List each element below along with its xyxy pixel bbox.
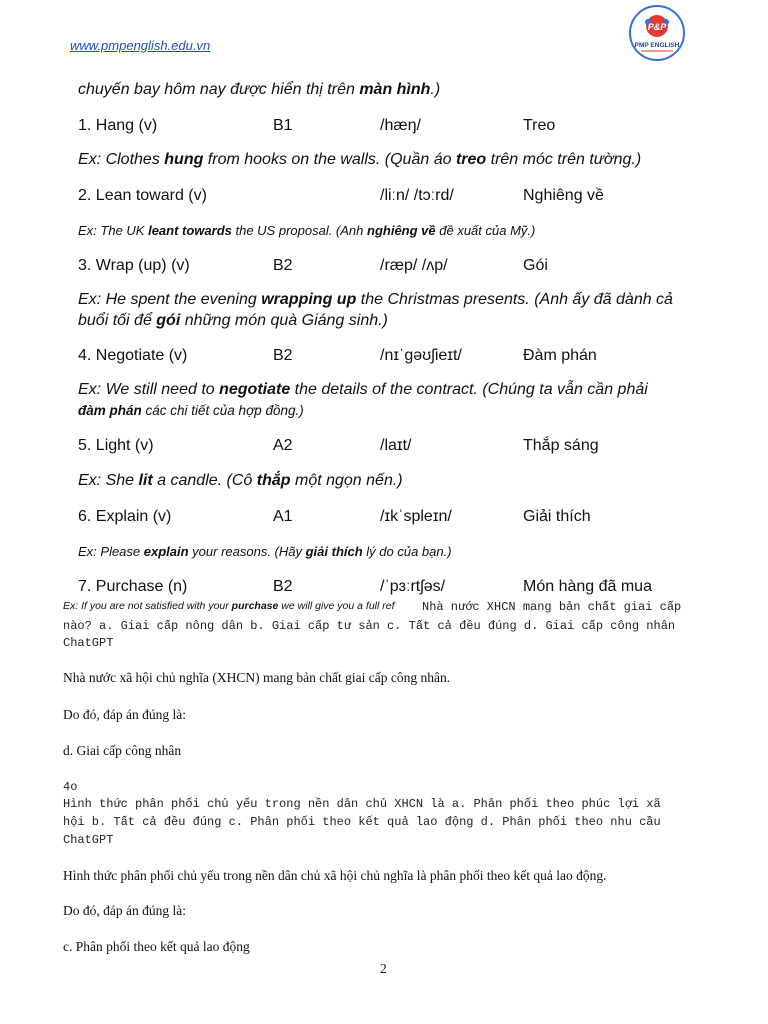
vocab-word: 1. Hang (v)	[78, 117, 158, 134]
vocab-level: B1	[273, 117, 293, 134]
vocab-ipa: /nɪˈɡəʊʃieɪt/	[380, 347, 462, 364]
vocab-example: Ex: Clothes hung from hooks on the walls. (Quần áo treo trên móc trên tường.)	[78, 151, 642, 168]
vocab-example: Ex: He spent the evening wrapping up the Christmas presents. (Anh ấy đã dành cả	[78, 291, 673, 308]
question-1-line-2: nào? a. Giai cấp nông dân b. Giai cấp tư sản c. Tất cả đều đúng d. Giai cấp công nhân	[63, 619, 676, 633]
vocab-ipa: /ræp/ /ʌp/	[380, 257, 448, 274]
vocab-ipa: /laɪt/	[380, 437, 412, 454]
vocab-meaning: Đàm phán	[523, 347, 597, 364]
model-label: 4o	[63, 780, 78, 794]
question-2-line-1: Hình thức phân phối chủ yếu trong nền dân chủ XHCN là a. Phân phối theo phúc lợi xã	[63, 797, 661, 811]
vocab-word: 5. Light (v)	[78, 437, 154, 454]
vocab-level: B2	[273, 257, 293, 274]
answer-1-text: Nhà nước xã hội chủ nghĩa (XHCN) mang bản chất giai cấp công nhân.	[63, 670, 451, 685]
page-number: 2	[380, 961, 387, 976]
answer-2-choice: c. Phân phối theo kết quả lao động	[63, 939, 250, 954]
vocab-meaning: Treo	[523, 117, 556, 134]
vocab-level: A1	[273, 508, 293, 525]
vocab-word: 3. Wrap (up) (v)	[78, 257, 190, 274]
vocab-example: Ex: We still need to negotiate the details of the contract. (Chúng ta vẫn cần phải	[78, 381, 648, 398]
vocab-meaning: Gói	[523, 257, 548, 274]
vocab-meaning: Giải thích	[523, 508, 591, 525]
vocab-meaning: Món hàng đã mua	[523, 578, 652, 595]
logo-text: PMP ENGLISH	[634, 42, 680, 49]
vocab-example: Ex: She lit a candle. (Cô thắp một ngọn nến.)	[78, 472, 403, 489]
answer-1-choice: d. Giai cấp công nhân	[63, 743, 182, 758]
vocab-example: Ex: Please explain your reasons. (Hãy giải thích lý do của bạn.)	[78, 544, 452, 559]
answer-2-lead: Do đó, đáp án đúng là:	[63, 903, 186, 918]
vocab-example-truncated: Ex: If you are not satisfied with your purchase we will give you a full ref	[63, 600, 395, 612]
vocab-ipa: /liːn/ /tɔːrd/	[380, 187, 454, 204]
vocab-ipa: /hæŋ/	[380, 117, 421, 134]
vocab-level: B2	[273, 347, 293, 364]
chatgpt-label: ChatGPT	[63, 636, 114, 650]
chatgpt-label: ChatGPT	[63, 833, 114, 847]
vocab-meaning: Thắp sáng	[523, 437, 599, 454]
vocab-word: 6. Explain (v)	[78, 508, 172, 525]
vocab-word: 2. Lean toward (v)	[78, 187, 207, 204]
logo-mark: P&P	[647, 22, 667, 32]
vocab-word: 4. Negotiate (v)	[78, 347, 188, 364]
question-2-line-2: hội b. Tất cả đều đúng c. Phân phối theo kết quả lao động d. Phân phối theo nhu cầu	[63, 815, 661, 829]
vocab-example-continued: đàm phán các chi tiết của hợp đồng.)	[78, 403, 304, 418]
vocab-ipa: /ˈpɜːrtʃəs/	[380, 578, 446, 595]
question-1-line-1: Nhà nước XHCN mang bản chất giai cấp	[422, 600, 682, 614]
website-link[interactable]: www.pmpenglish.edu.vn	[70, 38, 211, 53]
answer-2-text: Hình thức phân phối chủ yếu trong nền dân chủ xã hội chủ nghĩa là phân phối theo kết quả lao động.	[63, 868, 607, 883]
vocab-meaning: Nghiêng về	[523, 187, 604, 204]
pmp-english-logo	[628, 4, 686, 62]
answer-1-lead: Do đó, đáp án đúng là:	[63, 707, 186, 722]
vocab-example: Ex: The UK leant towards the US proposal. (Anh nghiêng về đề xuất của Mỹ.)	[78, 223, 536, 238]
intro-tail: chuyến bay hôm nay được hiển thị trên màn hình.)	[78, 81, 441, 98]
vocab-level: B2	[273, 578, 293, 595]
vocab-word: 7. Purchase (n)	[78, 578, 188, 595]
vocab-level: A2	[273, 437, 293, 454]
vocab-example-continued: buổi tối để gói những món quà Giáng sinh.)	[78, 312, 388, 329]
vocab-ipa: /ɪkˈspleɪn/	[380, 508, 452, 525]
